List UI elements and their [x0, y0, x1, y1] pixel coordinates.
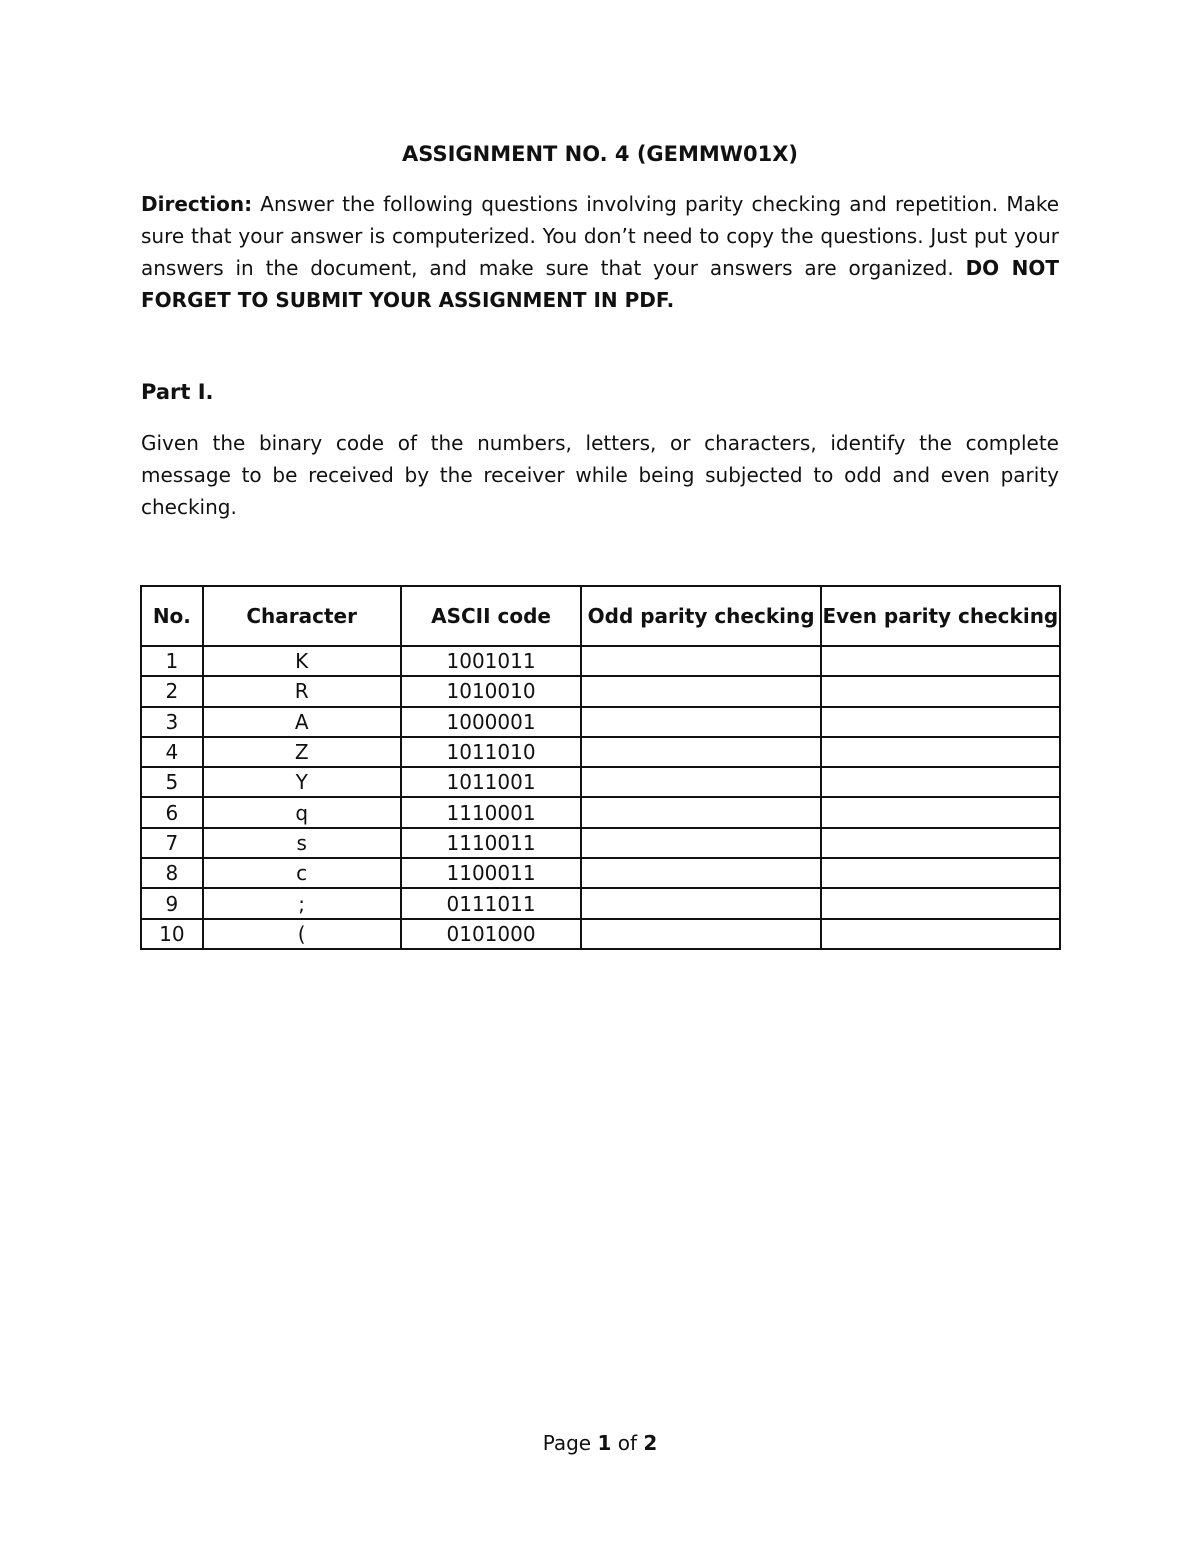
- table-row: [141, 858, 1060, 888]
- table-row: [141, 737, 1060, 767]
- cell-even-parity: [821, 919, 1060, 949]
- cell-character: q: [203, 797, 401, 827]
- cell-even-parity: [821, 676, 1060, 706]
- cell-no: 10: [141, 919, 203, 949]
- cell-character: K: [203, 646, 401, 676]
- footer-middle: of: [611, 1431, 644, 1455]
- part-1-instructions: Given the binary code of the numbers, letters, or characters, identify the complete message to be received by the receiver while being subjected to odd and even parity checking.: [141, 431, 1059, 519]
- cell-even-parity: [821, 888, 1060, 918]
- cell-ascii-code: 1010010: [401, 676, 582, 706]
- cell-character: Y: [203, 767, 401, 797]
- direction-emphasis: DO NOT FORGET TO SUBMIT YOUR ASSIGNMENT IN PDF.: [141, 256, 1059, 312]
- cell-no: 4: [141, 737, 203, 767]
- cell-character: ;: [203, 888, 401, 918]
- header-ascii-code: ASCII code: [401, 586, 582, 646]
- cell-character: (: [203, 919, 401, 949]
- footer-current-page: 1: [597, 1431, 612, 1455]
- cell-character: c: [203, 858, 401, 888]
- table-row: [141, 828, 1060, 858]
- cell-even-parity: [821, 797, 1060, 827]
- table-row: [141, 676, 1060, 706]
- direction-label: Direction:: [141, 192, 253, 216]
- cell-odd-parity: [581, 828, 820, 858]
- header-odd-parity: Odd parity checking: [581, 586, 820, 646]
- cell-even-parity: [821, 828, 1060, 858]
- cell-no: 9: [141, 888, 203, 918]
- cell-character: s: [203, 828, 401, 858]
- direction-paragraph: [141, 188, 1059, 316]
- table-row: [141, 767, 1060, 797]
- cell-ascii-code: 1001011: [401, 646, 582, 676]
- page-title: ASSIGNMENT NO. 4 (GEMMW01X): [402, 142, 798, 166]
- cell-no: 8: [141, 858, 203, 888]
- table-row: [141, 707, 1060, 737]
- cell-odd-parity: [581, 676, 820, 706]
- cell-ascii-code: 1011010: [401, 737, 582, 767]
- footer-prefix: Page: [542, 1431, 598, 1455]
- cell-even-parity: [821, 767, 1060, 797]
- direction-text: Answer the following questions involving parity checking and repetition. Make sure that your answer is computerized. You don’t need to copy the questions. Just put your answers in the document, and make sure that your answers are organized.: [141, 192, 1059, 280]
- cell-ascii-code: 1000001: [401, 707, 582, 737]
- table-row: [141, 888, 1060, 918]
- cell-odd-parity: [581, 919, 820, 949]
- cell-no: 7: [141, 828, 203, 858]
- cell-odd-parity: [581, 737, 820, 767]
- footer-total-pages: 2: [643, 1431, 658, 1455]
- cell-odd-parity: [581, 646, 820, 676]
- cell-even-parity: [821, 858, 1060, 888]
- cell-even-parity: [821, 737, 1060, 767]
- cell-even-parity: [821, 646, 1060, 676]
- cell-no: 6: [141, 797, 203, 827]
- cell-odd-parity: [581, 767, 820, 797]
- cell-ascii-code: 1110001: [401, 797, 582, 827]
- table-row: [141, 646, 1060, 676]
- table-row: [141, 919, 1060, 949]
- cell-ascii-code: 1110011: [401, 828, 582, 858]
- cell-no: 2: [141, 676, 203, 706]
- cell-no: 3: [141, 707, 203, 737]
- cell-no: 5: [141, 767, 203, 797]
- cell-odd-parity: [581, 707, 820, 737]
- header-even-parity: Even parity checking: [821, 586, 1060, 646]
- cell-odd-parity: [581, 858, 820, 888]
- parity-table: [140, 585, 1061, 950]
- cell-ascii-code: 1011001: [401, 767, 582, 797]
- header-no: No.: [141, 586, 203, 646]
- cell-odd-parity: [581, 888, 820, 918]
- cell-ascii-code: 0111011: [401, 888, 582, 918]
- cell-odd-parity: [581, 797, 820, 827]
- part-1-heading: Part I.: [141, 380, 214, 404]
- cell-ascii-code: 1100011: [401, 858, 582, 888]
- page-footer: [0, 1431, 1200, 1455]
- cell-character: A: [203, 707, 401, 737]
- cell-character: R: [203, 676, 401, 706]
- table-row: [141, 797, 1060, 827]
- cell-character: Z: [203, 737, 401, 767]
- header-character: Character: [203, 586, 401, 646]
- cell-ascii-code: 0101000: [401, 919, 582, 949]
- table-header-row: [141, 586, 1060, 646]
- cell-even-parity: [821, 707, 1060, 737]
- table-body: [141, 646, 1060, 949]
- cell-no: 1: [141, 646, 203, 676]
